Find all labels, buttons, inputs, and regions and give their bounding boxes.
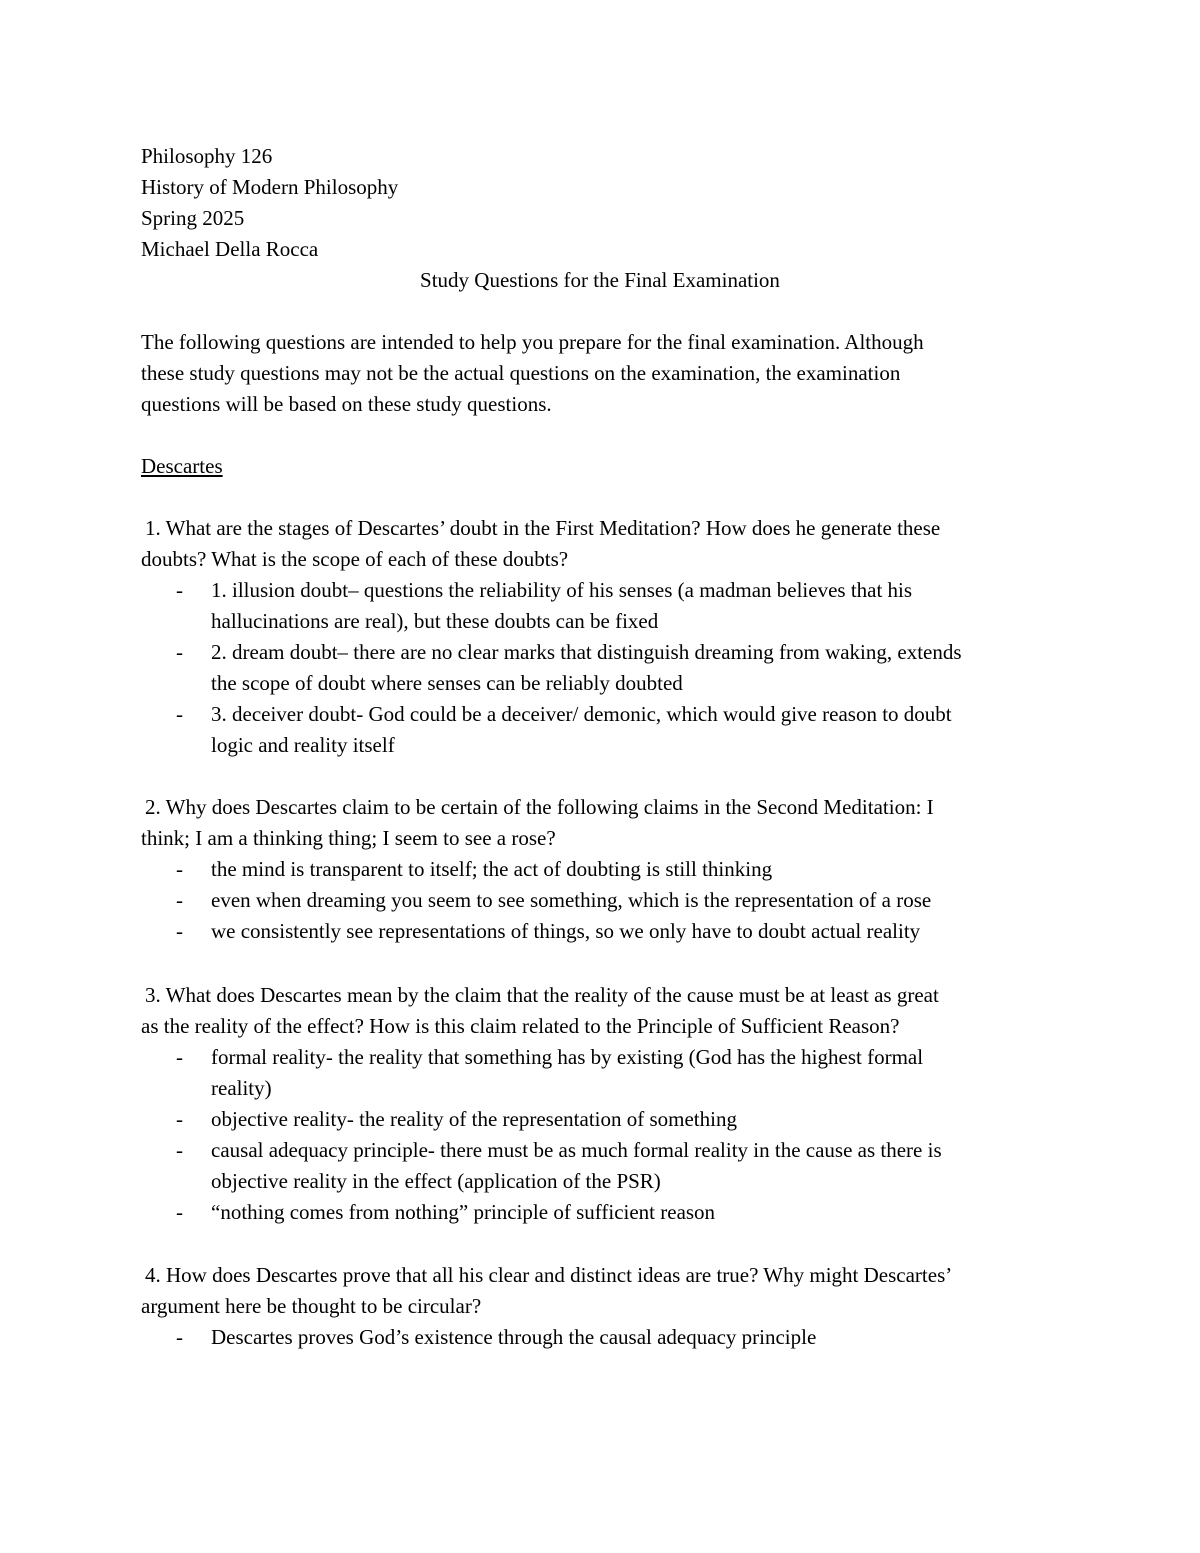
answer-bullet-continuation: hallucinations are real), but these doubts can be fixed	[211, 609, 659, 633]
answer-bullet: 3. deceiver doubt- God could be a deceiver/ demonic, which would give reason to doubt	[211, 702, 952, 726]
question-3-text: 3. What does Descartes mean by the claim that the reality of the cause must be at least as great	[145, 983, 939, 1007]
bullet-dash: -	[176, 578, 183, 602]
question-2-text: 2. Why does Descartes claim to be certain of the following claims in the Second Meditation: I	[145, 795, 934, 819]
bullet-dash: -	[176, 919, 183, 943]
answer-bullet-continuation: the scope of doubt where senses can be reliably doubted	[211, 671, 683, 695]
bullet-dash: -	[176, 1045, 183, 1069]
question-1-text: 1. What are the stages of Descartes’ doubt in the First Meditation? How does he generate these	[145, 516, 941, 540]
bullet-dash: -	[176, 857, 183, 881]
question-3-text: as the reality of the effect? How is this claim related to the Principle of Sufficient Reason?	[141, 1014, 900, 1038]
course-number: Philosophy 126	[141, 144, 273, 168]
answer-bullet: 2. dream doubt– there are no clear marks that distinguish dreaming from waking, extends	[211, 640, 962, 664]
document-title: Study Questions for the Final Examination	[420, 268, 780, 292]
answer-bullet: objective reality- the reality of the representation of something	[211, 1107, 737, 1131]
bullet-dash: -	[176, 640, 183, 664]
intro-line: these study questions may not be the actual questions on the examination, the examination	[141, 361, 901, 385]
bullet-dash: -	[176, 888, 183, 912]
intro-line: The following questions are intended to help you prepare for the final examination. Although	[141, 330, 924, 354]
question-4-text: argument here be thought to be circular?	[141, 1294, 482, 1318]
bullet-dash: -	[176, 1200, 183, 1224]
intro-line: questions will be based on these study questions.	[141, 392, 552, 416]
bullet-dash: -	[176, 1325, 183, 1349]
question-1-text: doubts? What is the scope of each of these doubts?	[141, 547, 569, 571]
answer-bullet: the mind is transparent to itself; the act of doubting is still thinking	[211, 857, 773, 881]
answer-bullet-continuation: reality)	[211, 1076, 272, 1100]
answer-bullet: “nothing comes from nothing” principle of sufficient reason	[211, 1200, 716, 1224]
bullet-dash: -	[176, 702, 183, 726]
answer-bullet: we consistently see representations of things, so we only have to doubt actual reality	[211, 919, 921, 943]
answer-bullet: causal adequacy principle- there must be as much formal reality in the cause as there is	[211, 1138, 942, 1162]
answer-bullet-continuation: objective reality in the effect (application of the PSR)	[211, 1169, 661, 1193]
instructor-name: Michael Della Rocca	[141, 237, 319, 261]
section-heading: Descartes	[141, 454, 223, 478]
bullet-dash: -	[176, 1107, 183, 1131]
course-title: History of Modern Philosophy	[141, 175, 399, 199]
question-4-text: 4. How does Descartes prove that all his clear and distinct ideas are true? Why might Descartes’	[145, 1263, 953, 1287]
answer-bullet: Descartes proves God’s existence through the causal adequacy principle	[211, 1325, 817, 1349]
answer-bullet-continuation: logic and reality itself	[211, 733, 395, 757]
answer-bullet: even when dreaming you seem to see something, which is the representation of a rose	[211, 888, 932, 912]
term: Spring 2025	[141, 206, 245, 230]
answer-bullet: 1. illusion doubt– questions the reliability of his senses (a madman believes that his	[211, 578, 913, 602]
question-2-text: think; I am a thinking thing; I seem to see a rose?	[141, 826, 556, 850]
answer-bullet: formal reality- the reality that something has by existing (God has the highest formal	[211, 1045, 924, 1069]
bullet-dash: -	[176, 1138, 183, 1162]
